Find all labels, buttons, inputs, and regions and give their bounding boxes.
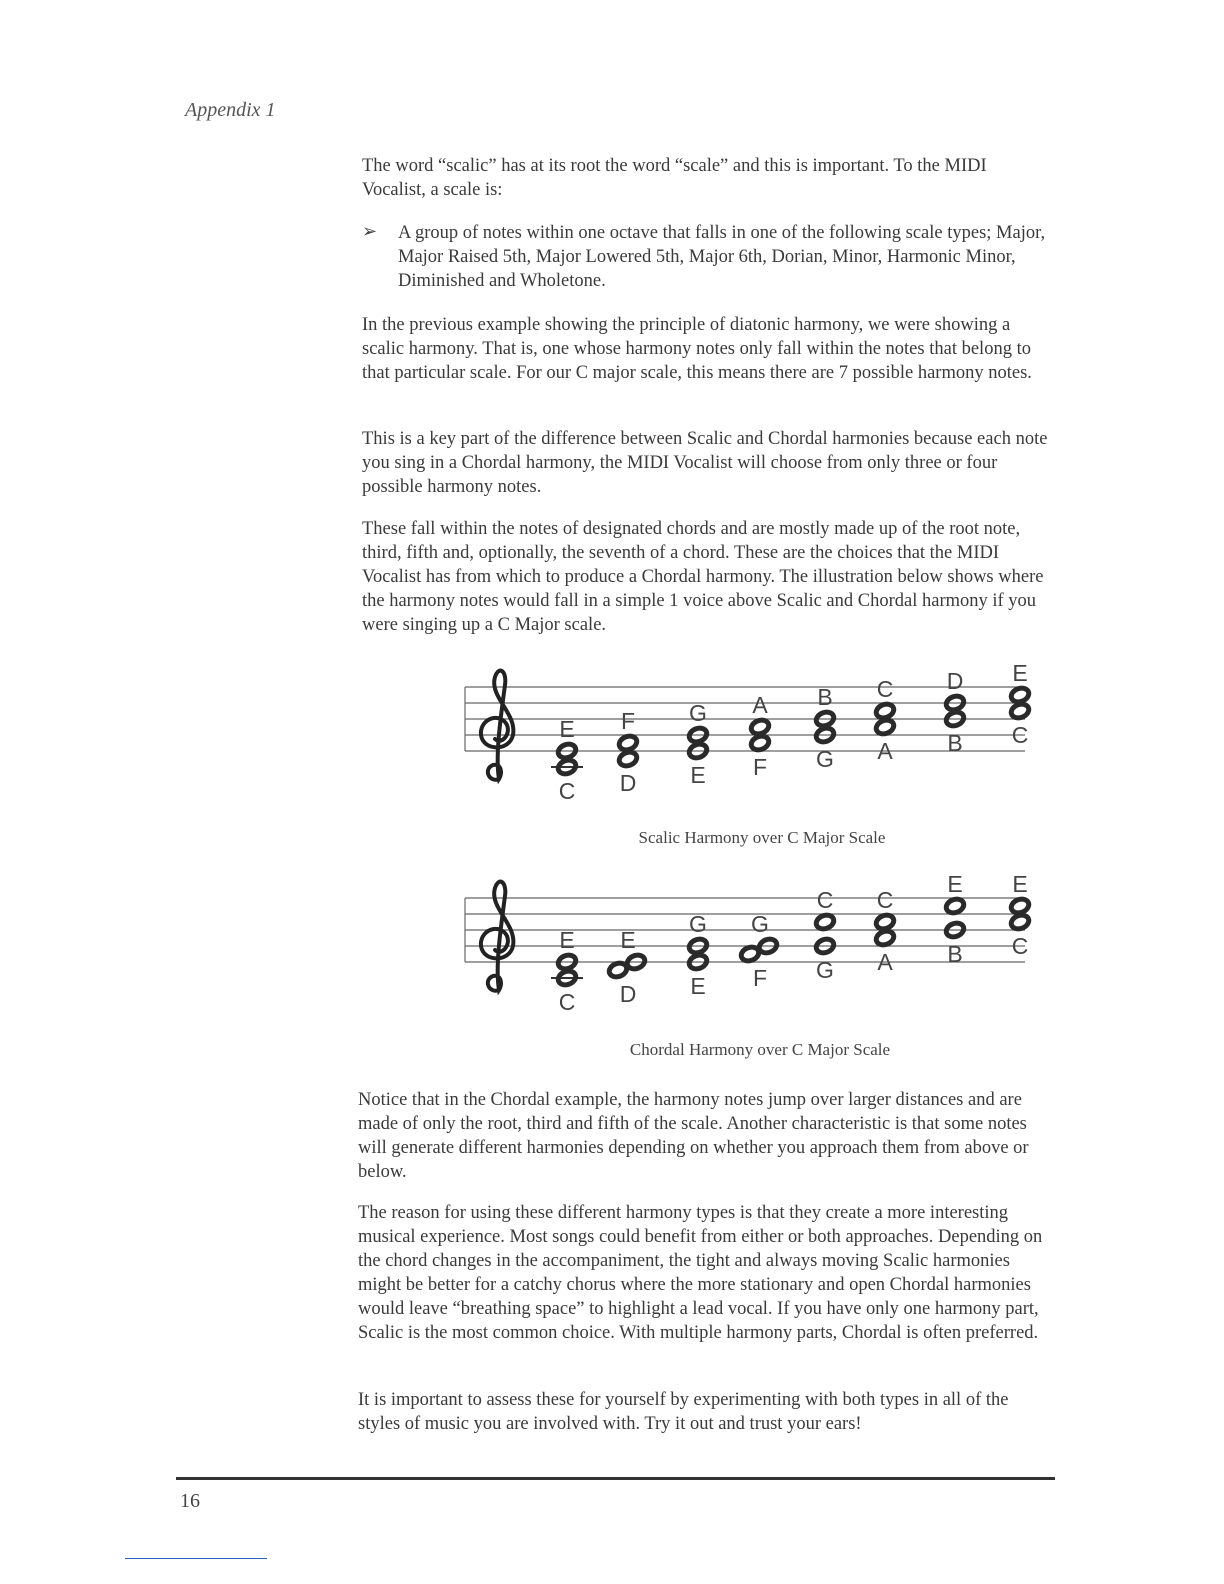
chordal-figure-caption: Chordal Harmony over C Major Scale	[629, 1040, 891, 1059]
paragraph-chord-tones: These fall within the notes of designated chords and are mostly made up of the root note, third, fifth and, optionally, the seventh of a chord. These are the choices that the MIDI Vocalist has from which to produce a Chordal harmony. The illustration below shows where the harmony notes would fall in a simple 1 voice above Scalic and Chordal harmony if you were singing up a C Major scale.	[362, 519, 1044, 635]
harmony-note-label: B	[817, 684, 833, 710]
staff-lines	[465, 687, 1025, 751]
harmony-note	[944, 897, 965, 915]
paragraph-key-difference: This is a key part of the difference between Scalic and Chordal harmonies because each note you sing in a Chordal harmony, the MIDI Vocalist will choose from only three or four possible harmony notes.	[362, 429, 1048, 497]
harmony-note-label: E	[947, 871, 963, 897]
melody-note-label: E	[690, 973, 706, 999]
bullet-arrow-icon: ➢	[362, 221, 378, 241]
melody-note-label: A	[877, 949, 893, 975]
melody-note-label: B	[947, 941, 963, 967]
harmony-note-label: C	[876, 676, 894, 702]
melody-note	[874, 718, 895, 736]
harmony-note-label: G	[751, 911, 769, 937]
harmony-note	[1009, 897, 1030, 915]
melody-note-label: C	[558, 778, 576, 800]
harmony-note-label: C	[876, 887, 894, 913]
melody-note-label: C	[1011, 933, 1029, 959]
melody-note-label: F	[752, 965, 768, 991]
scalic-figure-caption: Scalic Harmony over C Major Scale	[638, 828, 886, 847]
paragraph-conclusion: It is important to assess these for yourself by experimenting with both types in all of the styles of music you are involved with. Try it out and trust your ears!	[358, 1390, 1009, 1434]
chordal-harmony-staff	[455, 866, 1035, 1011]
scalic-notes-group	[551, 660, 1031, 800]
melody-note-label: F	[752, 754, 768, 780]
scale-types-bullet: A group of notes within one octave that falls in one of the following scale types; Major, Major Raised 5th, Major Lowered 5th, Major 6th, Dorian, Minor, Harmonic Minor, Diminished and Wholetone.	[398, 223, 1046, 291]
harmony-note-label: E	[559, 927, 575, 953]
melody-note-label: C	[1011, 722, 1029, 748]
harmony-note-label: E	[1012, 871, 1028, 897]
melody-note-label: G	[816, 957, 834, 983]
paragraph-diatonic: In the previous example showing the principle of diatonic harmony, we were showing a scalic harmony. That is, one whose harmony notes only fall within the notes that belong to that particular scale. For our C major scale, this means there are 7 possible harmony notes.	[362, 315, 1032, 383]
harmony-note-label: G	[689, 700, 707, 726]
harmony-note-label: C	[816, 887, 834, 913]
melody-note	[1009, 913, 1030, 931]
intro-paragraph: The word “scalic” has at its root the word “scale” and this is important. To the MIDI Vocalist, a scale is:	[362, 156, 987, 200]
melody-note-label: B	[947, 730, 963, 756]
harmony-note	[617, 734, 638, 752]
harmony-note	[874, 913, 895, 931]
harmony-note-label: F	[620, 708, 636, 734]
melody-note	[1009, 702, 1030, 720]
scalic-harmony-staff	[455, 655, 1035, 800]
melody-note-label: C	[558, 989, 576, 1011]
harmony-note-label: E	[559, 716, 575, 742]
paragraph-chordal-notice: Notice that in the Chordal example, the harmony notes jump over larger distances and are made of only the root, third and fifth of the scale. Another characteristic is that some notes will generate different harmonies depending on whether you approach them from above or below.	[358, 1090, 1029, 1182]
melody-note	[874, 929, 895, 947]
melody-note	[617, 750, 638, 768]
harmony-note-label: G	[689, 911, 707, 937]
melody-note-label: D	[619, 770, 637, 796]
melody-note-label: G	[816, 746, 834, 772]
paragraph-reason: The reason for using these different harmony types is that they create a more interesting musical experience. Most songs could benefit from either or both approaches. Depending on the chord changes in the accompaniment, the tight and always moving Scalic harmonies might be better for a catchy chorus where the more stationary and open Chordal harmonies would leave “breathing space” to highlight a lead vocal. If you have only one harmony part, Scalic is the most common choice. With multiple harmony parts, Chordal is often preferred.	[358, 1203, 1043, 1343]
harmony-note	[814, 913, 835, 931]
page-number: 16	[180, 1490, 200, 1512]
harmony-note	[749, 718, 770, 736]
harmony-note-label: A	[752, 692, 768, 718]
footer-rule	[176, 1477, 1055, 1480]
page-header: Appendix 1	[185, 99, 276, 121]
harmony-note-label: E	[1012, 660, 1028, 686]
melody-note-label: E	[690, 762, 706, 788]
melody-note-label: A	[877, 738, 893, 764]
harmony-note-label: D	[946, 668, 964, 694]
melody-note	[749, 734, 770, 752]
melody-note-label: D	[619, 981, 637, 1007]
harmony-note	[1009, 686, 1030, 704]
harmony-note-label: E	[620, 927, 636, 953]
harmony-note	[874, 702, 895, 720]
bottom-link-underline	[125, 1558, 267, 1559]
chordal-notes-group	[551, 871, 1031, 1011]
